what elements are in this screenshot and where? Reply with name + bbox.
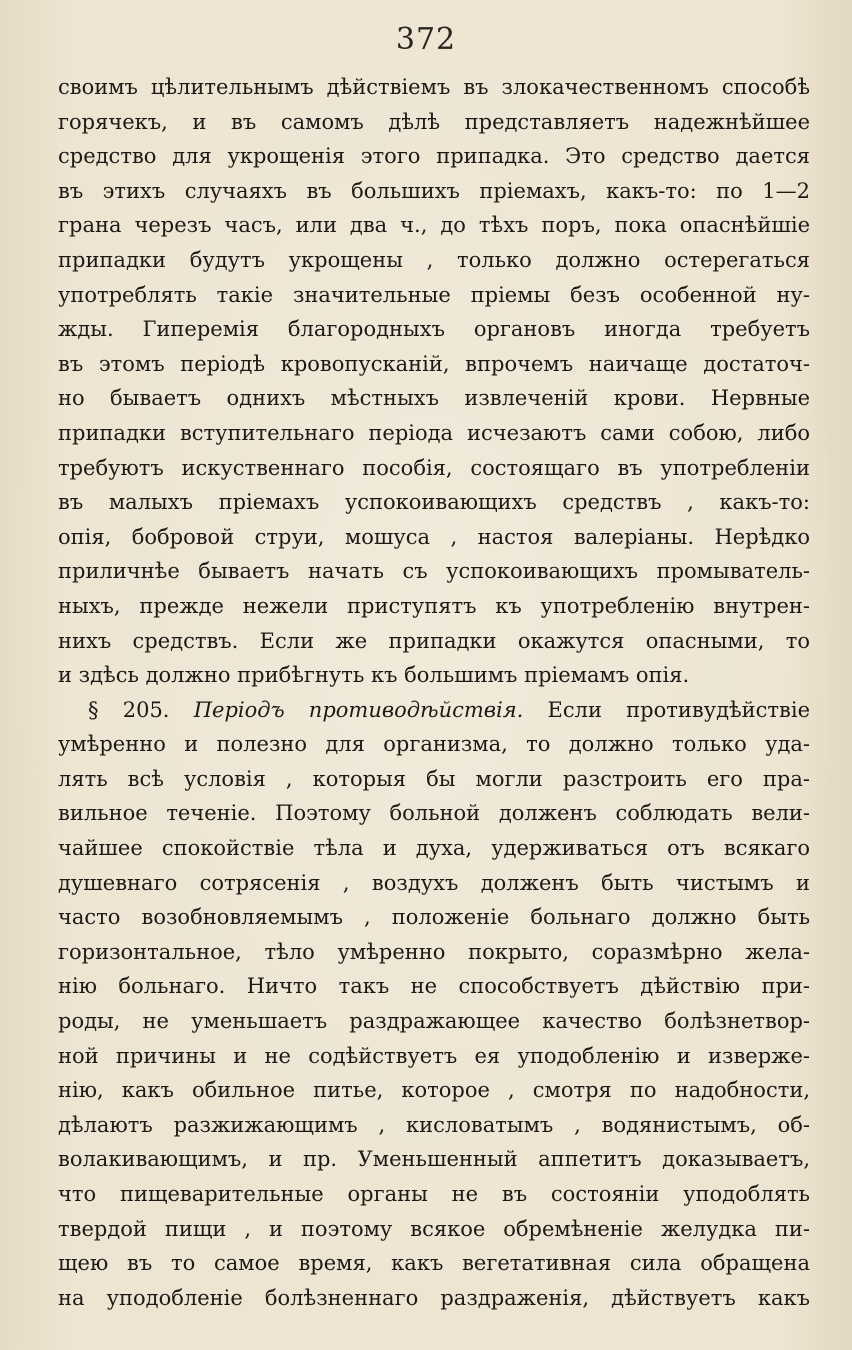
text-line: припадки будутъ укрощены , только должно остерегаться — [58, 247, 810, 272]
text-line: щею въ то самое время, какъ вегетативная сила обращена — [58, 1251, 810, 1276]
text-line: твердой пищи , и поэтому всякое обремѣненіе желудка пи- — [58, 1216, 810, 1241]
text-line: своимъ цѣлительнымъ дѣйствіемъ въ злокачественномъ способѣ — [58, 75, 810, 99]
text-line — [58, 693, 810, 728]
text-line: нихъ средствъ. Если же припадки окажутся опасными, то — [58, 628, 810, 653]
text-line: чайшее спокойствіе тѣла и духа, удерживаться отъ всякаго — [58, 836, 810, 861]
section-heading: Періодъ противодѣйствія. — [193, 697, 524, 722]
text-line: горячекъ, и въ самомъ дѣлѣ представляетъ надежнѣйшее — [58, 109, 810, 134]
text-line: требуютъ искуственнаго пособія, состоящаго въ употребленіи — [58, 455, 810, 480]
text-line: горизонтальное, тѣло умѣренно покрыто, соразмѣрно жела- — [58, 939, 810, 964]
text-line: припадки вступительнаго періода исчезаютъ сами собою, либо — [58, 420, 810, 445]
page-number: 372 — [395, 22, 457, 57]
text-line: ныхъ, прежде нежели приступятъ къ употребленію внутрен- — [58, 593, 810, 618]
text-line: что пищеварительные органы не въ состояніи уподоблять — [58, 1182, 810, 1206]
section-number: § 205. — [88, 697, 170, 722]
text-line: въ малыхъ пріемахъ успокоивающихъ средствъ , какъ-то: — [58, 490, 810, 515]
text-line: въ этихъ случаяхъ въ большихъ пріемахъ, какъ-то: по 1—2 — [58, 178, 810, 203]
text-line: ной причины и не содѣйствуетъ ея уподобленію и изверже- — [58, 1043, 810, 1068]
text-line: жды. Гиперемія благородныхъ органовъ иногда требуетъ — [58, 317, 810, 342]
section-text: Если противудѣйствіе — [547, 697, 810, 722]
text-line: волакивающимъ, и пр. Уменьшенный аппетитъ доказываетъ, — [58, 1147, 810, 1172]
text-line: и здѣсь должно прибѣгнуть къ большимъ пріемамъ опія. — [58, 663, 690, 688]
body-text — [58, 70, 810, 1315]
text-line: часто возобновляемымъ , положеніе больнаго должно быть — [58, 905, 810, 930]
text-line: лять всѣ условія , которыя бы могли разстроить его пра- — [58, 766, 810, 791]
text-line: употреблять такіе значительные пріемы безъ особенной ну- — [58, 282, 810, 307]
text-line: опія, бобровой струи, мошуса , настоя валеріаны. Нерѣдко — [58, 524, 810, 549]
text-line: на уподобленіе болѣзненнаго раздраженія, дѣйствуетъ какъ — [58, 1285, 810, 1310]
text-line: грана черезъ часъ, или два ч., до тѣхъ поръ, пока опаснѣйшіе — [58, 213, 810, 238]
text-line: въ этомъ періодѣ кровопусканій, впрочемъ наичаще достаточ- — [58, 351, 810, 376]
text-line: вильное теченіе. Поэтому больной долженъ соблюдать вели- — [58, 801, 810, 826]
text-line: средство для укрощенія этого припадка. Это средство дается — [58, 144, 810, 169]
text-line: нію больнаго. Ничто такъ не способствуетъ дѣйствію при- — [58, 974, 810, 999]
text-line: но бываетъ однихъ мѣстныхъ извлеченій крови. Нервные — [58, 386, 810, 411]
text-line: умѣренно и полезно для организма, то должно только уда- — [58, 732, 810, 757]
text-line: нію, какъ обильное питье, которое , смотря по надобности, — [58, 1078, 810, 1103]
text-line: душевнаго сотрясенія , воздухъ долженъ быть чистымъ и — [58, 870, 810, 895]
text-line: роды, не уменьшаетъ раздражающее качество болѣзнетвор- — [58, 1009, 810, 1034]
text-line: приличнѣе бываетъ начать съ успокоивающихъ промыватель- — [58, 559, 810, 584]
text-line: дѣлаютъ разжижающимъ , кисловатымъ , водянистымъ, об- — [58, 1112, 810, 1137]
